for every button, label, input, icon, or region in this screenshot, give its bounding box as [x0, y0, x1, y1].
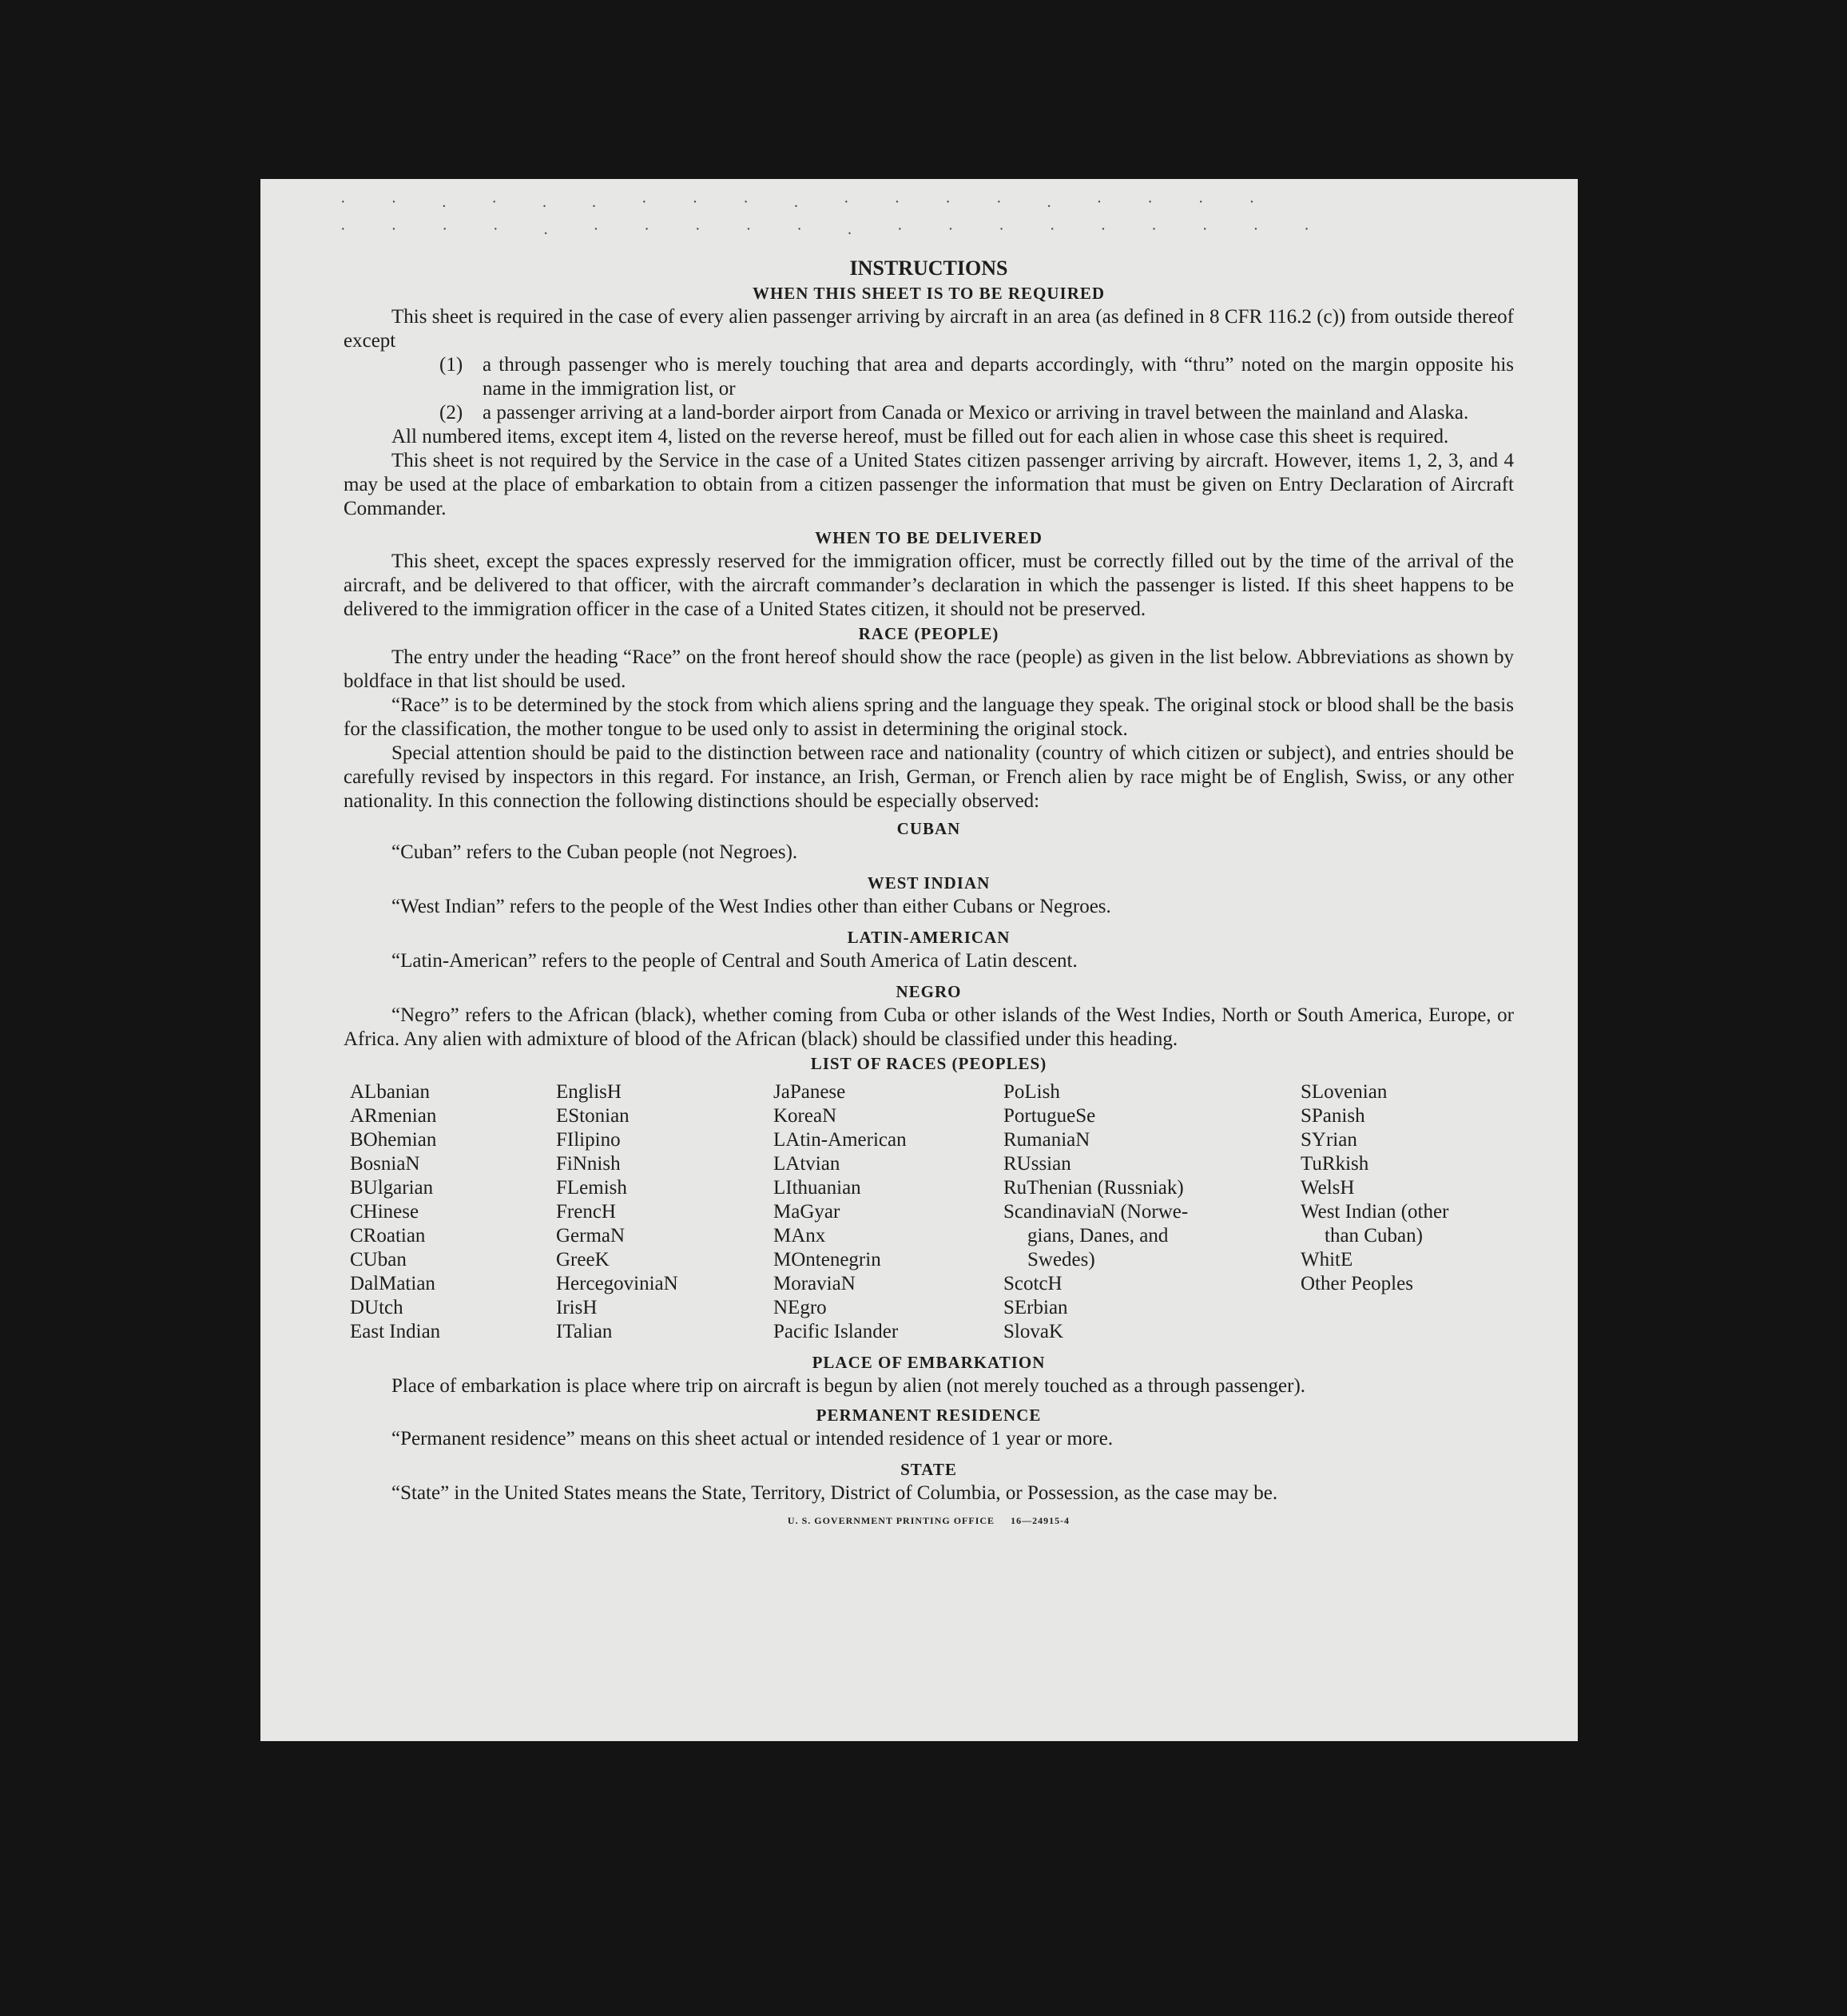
race-entry: ARmenian — [350, 1105, 437, 1127]
when-required-para2: All numbered items, except item 4, listed on the reverse hereof, must be filled out for each alien in whose case this sheet is required. — [391, 426, 1449, 447]
race-entry: MAnx — [773, 1225, 826, 1247]
race-entry: EStonian — [556, 1105, 630, 1127]
printer-imprint — [344, 1515, 1514, 1527]
race-entry: MoraviaN — [773, 1273, 856, 1294]
race-entry: DalMatian — [350, 1273, 435, 1294]
when-required-intro: This sheet is required in the case of every alien passenger arriving by aircraft in an area (as defined in 8 CFR 116.2 (c)) from outside thereof except — [344, 306, 1514, 352]
race-entry: LAtvian — [773, 1153, 840, 1175]
race-entry: ScandinaviaN (Norwe- — [1003, 1201, 1189, 1223]
race-para2: “Race” is to be determined by the stock from which aliens spring and the language they speak. The original stock or blood shall be the basis for the classification, the mother tongue to be used only to assist in determining the original stock. — [344, 694, 1514, 740]
race-entry: PortugueSe — [1003, 1105, 1096, 1127]
latin-american-text: “Latin-American” refers to the people of Central and South America of Latin descent. — [391, 950, 1078, 972]
races-column — [1301, 1080, 1508, 1344]
form-code: 16—24915-4 — [1011, 1515, 1070, 1526]
races-column — [773, 1080, 1003, 1344]
race-entry: MOntenegrin — [773, 1249, 881, 1270]
printer-name: U. S. GOVERNMENT PRINTING OFFICE — [787, 1515, 995, 1526]
race-entry: FIlipino — [556, 1129, 621, 1151]
race-entry: MaGyar — [773, 1201, 840, 1223]
race-entry: WhitE — [1301, 1249, 1353, 1270]
race-entry: BOhemian — [350, 1129, 437, 1151]
document-page — [260, 179, 1578, 1741]
race-entry: SlovaK — [1003, 1321, 1063, 1342]
exception-item: (2) a passenger arriving at a land-border airport from Canada or Mexico or arriving in travel between the mainland and Alaska. — [439, 402, 1469, 423]
race-entry: RuThenian (Russniak) — [1003, 1177, 1184, 1199]
race-entry: NEgro — [773, 1297, 827, 1318]
heading-west-indian: WEST INDIAN — [867, 873, 991, 893]
state-text: “State” in the United States means the State, Territory, District of Columbia, or Possession, as the case may be. — [391, 1482, 1278, 1504]
heading-when-delivered: WHEN TO BE DELIVERED — [815, 528, 1043, 547]
race-entry: CHinese — [350, 1201, 419, 1223]
race-entry: EnglisH — [556, 1081, 622, 1103]
race-entry: TuRkish — [1301, 1153, 1369, 1175]
exception-item: (1) a through passenger who is merely touching that area and departs accordingly, with “thru” noted on the margin opposite his name in the immigration list, or — [439, 354, 1514, 400]
race-entry: HercegoviniaN — [556, 1273, 678, 1294]
west-indian-text: “West Indian” refers to the people of the West Indies other than either Cubans or Negroes. — [391, 896, 1111, 917]
race-entry: LIthuanian — [773, 1177, 861, 1199]
heading-race: RACE (PEOPLE) — [858, 624, 999, 643]
race-entry: RumaniaN — [1003, 1129, 1090, 1151]
heading-permanent-residence: PERMANENT RESIDENCE — [816, 1406, 1042, 1425]
race-entry: RUssian — [1003, 1153, 1071, 1175]
race-entry: LAtin-American — [773, 1129, 907, 1151]
heading-cuban: CUBAN — [896, 819, 961, 838]
heading-list-of-races: LIST OF RACES (PEOPLES) — [810, 1054, 1047, 1073]
race-entry: GreeK — [556, 1249, 610, 1270]
race-entry: GermaN — [556, 1225, 626, 1247]
permanent-residence-text: “Permanent residence” means on this sheet actual or intended residence of 1 year or more. — [391, 1428, 1114, 1449]
heading-place-of-embarkation: PLACE OF EMBARKATION — [812, 1353, 1046, 1372]
race-para3: Special attention should be paid to the distinction between race and nationality (country of which citizen or subject), and entries should be carefully revised by inspectors in this regard. For instance, an Irish, German, or French alien by race might be of English, Swiss, or any other nationality. In this connection the following distinctions should be especially observed: — [344, 742, 1514, 812]
heading-state: STATE — [900, 1460, 957, 1479]
exception-list — [439, 353, 1514, 425]
race-entry: ALbanian — [350, 1081, 430, 1103]
race-entry: KoreaN — [773, 1105, 837, 1127]
heading-negro: NEGRO — [896, 982, 962, 1001]
race-entry: Other Peoples — [1301, 1273, 1413, 1294]
races-column — [1003, 1080, 1301, 1344]
place-of-embarkation-text: Place of embarkation is place where trip on aircraft is begun by alien (not merely touched as a through passenger). — [391, 1375, 1306, 1397]
races-column — [350, 1080, 556, 1344]
race-entry: than Cuban) — [1325, 1225, 1423, 1247]
heading-latin-american: LATIN-AMERICAN — [847, 928, 1011, 947]
race-entry: SYrian — [1301, 1129, 1357, 1151]
race-entry: BosniaN — [350, 1153, 420, 1175]
heading-when-required: WHEN THIS SHEET IS TO BE REQUIRED — [752, 284, 1106, 303]
race-entry: ITalian — [556, 1321, 613, 1342]
race-entry: FLemish — [556, 1177, 627, 1199]
when-required-para3: This sheet is not required by the Service in the case of a United States citizen passenger arriving by aircraft. However, items 1, 2, 3, and 4 may be used at the place of embarkation to obtain from a citizen passenger the information that must be given on Entry Declaration of Aircraft Commander. — [344, 450, 1514, 519]
race-entry: West Indian (other — [1301, 1201, 1449, 1223]
race-entry: gians, Danes, and — [1027, 1225, 1169, 1247]
race-entry: PoLish — [1003, 1081, 1060, 1103]
race-entry: SErbian — [1003, 1297, 1068, 1318]
race-entry: East Indian — [350, 1321, 441, 1342]
race-entry: DUtch — [350, 1297, 403, 1318]
races-table — [350, 1080, 1514, 1344]
race-entry: FiNnish — [556, 1153, 621, 1175]
race-entry: SLovenian — [1301, 1081, 1388, 1103]
race-entry: JaPanese — [773, 1081, 846, 1103]
when-delivered-text: This sheet, except the spaces expressly reserved for the immigration officer, must be correctly filled out by the time of the arrival of the aircraft, and be delivered to that officer, with the aircraft commander’s declaration in which the passenger is listed. If this sheet happens to be delivered to the immigration officer in the case of a United States citizen, it should not be preserved. — [344, 551, 1514, 620]
race-entry: CRoatian — [350, 1225, 426, 1247]
race-entry: SPanish — [1301, 1105, 1365, 1127]
race-entry: WelsH — [1301, 1177, 1355, 1199]
perforation-marks: · · . · . . · · · . · · · · . · · · · · · · · . · · · · · . · · · · · · · · · — [340, 193, 1330, 238]
race-entry: Swedes) — [1027, 1249, 1095, 1270]
race-entry: CUban — [350, 1249, 407, 1270]
races-column — [556, 1080, 773, 1344]
cuban-text: “Cuban” refers to the Cuban people (not Negroes). — [391, 841, 798, 863]
race-entry: ScotcH — [1003, 1273, 1063, 1294]
race-entry: IrisH — [556, 1297, 598, 1318]
race-para1: The entry under the heading “Race” on the front hereof should show the race (people) as given in the list below. Abbreviations as shown by boldface in that list should be used. — [344, 646, 1514, 692]
race-entry: Pacific Islander — [773, 1321, 899, 1342]
document-title: INSTRUCTIONS — [849, 256, 1008, 280]
race-entry: FrencH — [556, 1201, 616, 1223]
negro-text: “Negro” refers to the African (black), whether coming from Cuba or other islands of the West Indies, North or South America, Europe, or Africa. Any alien with admixture of blood of the African (black) should be classified under this heading. — [344, 1004, 1514, 1050]
race-entry: BUlgarian — [350, 1177, 434, 1199]
